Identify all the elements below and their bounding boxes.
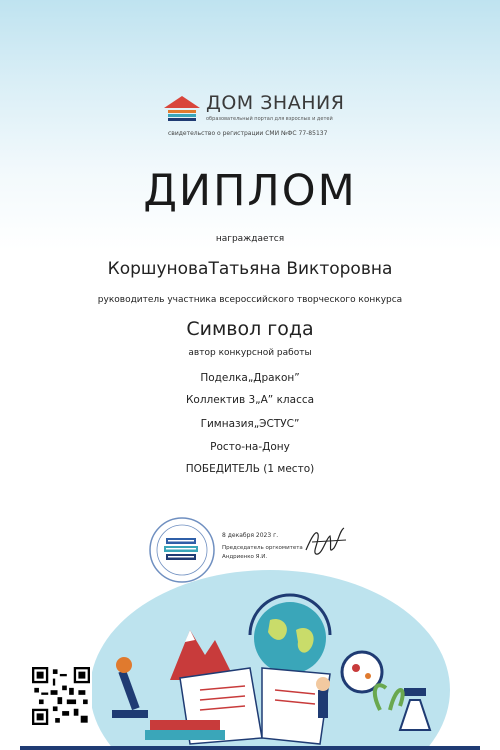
house-logo-icon: [162, 94, 202, 124]
signer-name: Андриенко Я.И.: [222, 554, 268, 560]
issue-date: 8 декабря 2023 г.: [222, 532, 279, 539]
signature-block: [222, 531, 303, 562]
registration-license: свидетельство о регистрации СМИ №ФС 77-85137: [168, 130, 328, 137]
brand-logo: [162, 92, 352, 142]
author-label: автор конкурсной работы: [188, 348, 312, 358]
team-name: Коллектив 3„А” класса: [185, 394, 315, 406]
school-name: Гимназия„ЭСТУС”: [200, 418, 300, 430]
recipient-name: КоршуноваТатьяна Викторовна: [107, 259, 393, 279]
books-icon: [164, 538, 198, 560]
result-place: ПОБЕДИТЕЛЬ (1 место): [185, 463, 315, 475]
contest-name: Символ года: [186, 318, 314, 340]
brand-name: ДОМ ЗНАНИЯ: [206, 92, 345, 114]
signer-position: Председатель оргкомитета: [222, 545, 303, 551]
brand-tagline: образовательный портал для взрослых и детей: [206, 116, 333, 122]
handwritten-signature: [302, 524, 352, 560]
recipient-role: руководитель участника всероссийского творческого конкурса: [97, 295, 403, 305]
qr-code-icon[interactable]: [30, 665, 92, 727]
diploma-title: ДИПЛОМ: [143, 166, 357, 216]
work-title: Поделка„Дракон”: [200, 372, 300, 384]
awarded-label: награждается: [215, 234, 285, 244]
city-name: Росто-на-Дону: [210, 441, 290, 453]
